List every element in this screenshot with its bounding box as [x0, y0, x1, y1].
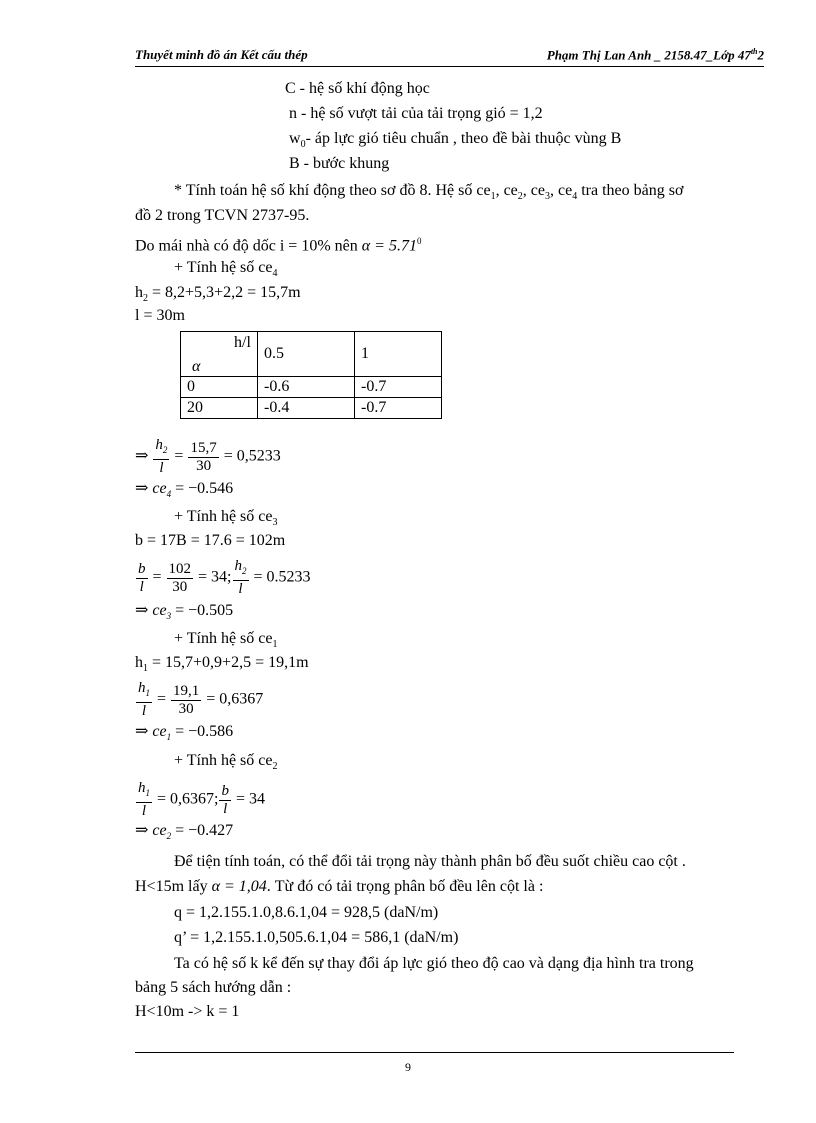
ce2-ratio: $\frac{h_1}{l}$ = 0,6367; $\frac{b}{l}$ = 34 — [138, 780, 265, 819]
page-header — [135, 47, 764, 65]
ce4-ratio: ⇒ $\frac{h_2}{l}$ = $\frac{15,7}{30}$ = 0,5233 — [135, 437, 281, 476]
conclusion-p2-l1: Ta có hệ số k kể đến sự thay đổi áp lực gió theo độ cao và dạng địa hình tra trong — [174, 955, 694, 972]
table-corner-cell: h/l α — [181, 332, 258, 377]
page-number: 9 — [405, 1060, 411, 1074]
ce4-result: ⇒ $ce_4 = -0.546$ — [135, 480, 234, 500]
ce3-ratio: $\frac{b}{l}$ = $\frac{102}{30}$ = 34; $\frac{h_2}{l}$ = 0.5233 — [138, 558, 311, 597]
header-rule — [135, 66, 764, 67]
ce1-heading: + Tính hệ số $ce_1$ — [174, 630, 278, 651]
table-col-head: 1 — [355, 332, 442, 377]
conclusion-p2-l3: H<10m -> k = 1 — [135, 1003, 240, 1020]
def-c: C - hệ số khí động học — [285, 80, 430, 97]
def-w0: $w_0-$ áp lực gió tiêu chuẩn , theo đề bài thuộc vùng B — [289, 130, 622, 151]
def-n: n - hệ số vượt tải của tải trọng gió = 1,2 — [289, 105, 543, 122]
def-b: B - bước khung — [289, 155, 390, 172]
table-col-head: 0.5 — [258, 332, 355, 377]
ce4-heading: + Tính hệ số $ce_4$ — [174, 259, 278, 280]
slope-line: Do mái nhà có độ dốc i = 10% nên $\alpha = 5.71^0$ — [135, 236, 422, 255]
ce2-result: ⇒ $ce_2 = -0.427$ — [135, 822, 234, 842]
header-right: Phạm Thị Lan Anh _ 2158.47_Lớp 47th2 — [546, 47, 764, 63]
conclusion-p1-l2: H<15m lấy α = 1,04. Từ đó có tải trọng phân bố đều lên cột là : — [135, 878, 544, 895]
conclusion-p1-l1: Để tiện tính toán, có thể đổi tải trọng này thành phân bố đều suốt chiều cao cột . — [174, 853, 686, 870]
ce3-heading: + Tính hệ số $ce_3$ — [174, 508, 278, 529]
b-line: b = 17B = 17.6 = 102m — [135, 532, 286, 549]
table-row: 20 -0.4 -0.7 — [181, 398, 442, 419]
conclusion-p2-l2: bảng 5 sách hướng dẫn : — [135, 979, 292, 996]
q-prime-formula: q’ = 1,2.155.1.0,505.6.1,04 = 586,1 (daN/m) — [174, 929, 459, 946]
h1-line: $h_1 = 15,7+0,9+2,5 = 19,1m$ — [135, 654, 309, 675]
intro-line1: * Tính toán hệ số khí động theo sơ đồ 8. Hệ số $ce_1$, $ce_2$, $ce_3$, $ce_4$ tra theo bảng sơ — [174, 182, 684, 203]
footer-rule — [135, 1052, 734, 1053]
coefficient-table — [180, 331, 442, 419]
header-left: Thuyết minh đồ án Kết cấu thép — [135, 47, 308, 62]
ce1-ratio: $\frac{h_1}{l}$ = $\frac{19,1}{30}$ = 0,6367 — [138, 680, 264, 719]
intro-line2: đồ 2 trong TCVN 2737-95. — [135, 207, 310, 224]
ce3-result: ⇒ $ce_3 = -0.505$ — [135, 602, 234, 622]
l-line: l = 30m — [135, 307, 185, 324]
q-formula: q = 1,2.155.1.0,8.6.1,04 = 928,5 (daN/m) — [174, 904, 439, 921]
ce2-heading: + Tính hệ số $ce_2$ — [174, 752, 278, 773]
table-row: 0 -0.6 -0.7 — [181, 377, 442, 398]
ce1-result: ⇒ $ce_1 = -0.586$ — [135, 723, 234, 743]
h2-line: $h_2 = 8,2+5,3+2,2 = 15,7m$ — [135, 284, 301, 305]
